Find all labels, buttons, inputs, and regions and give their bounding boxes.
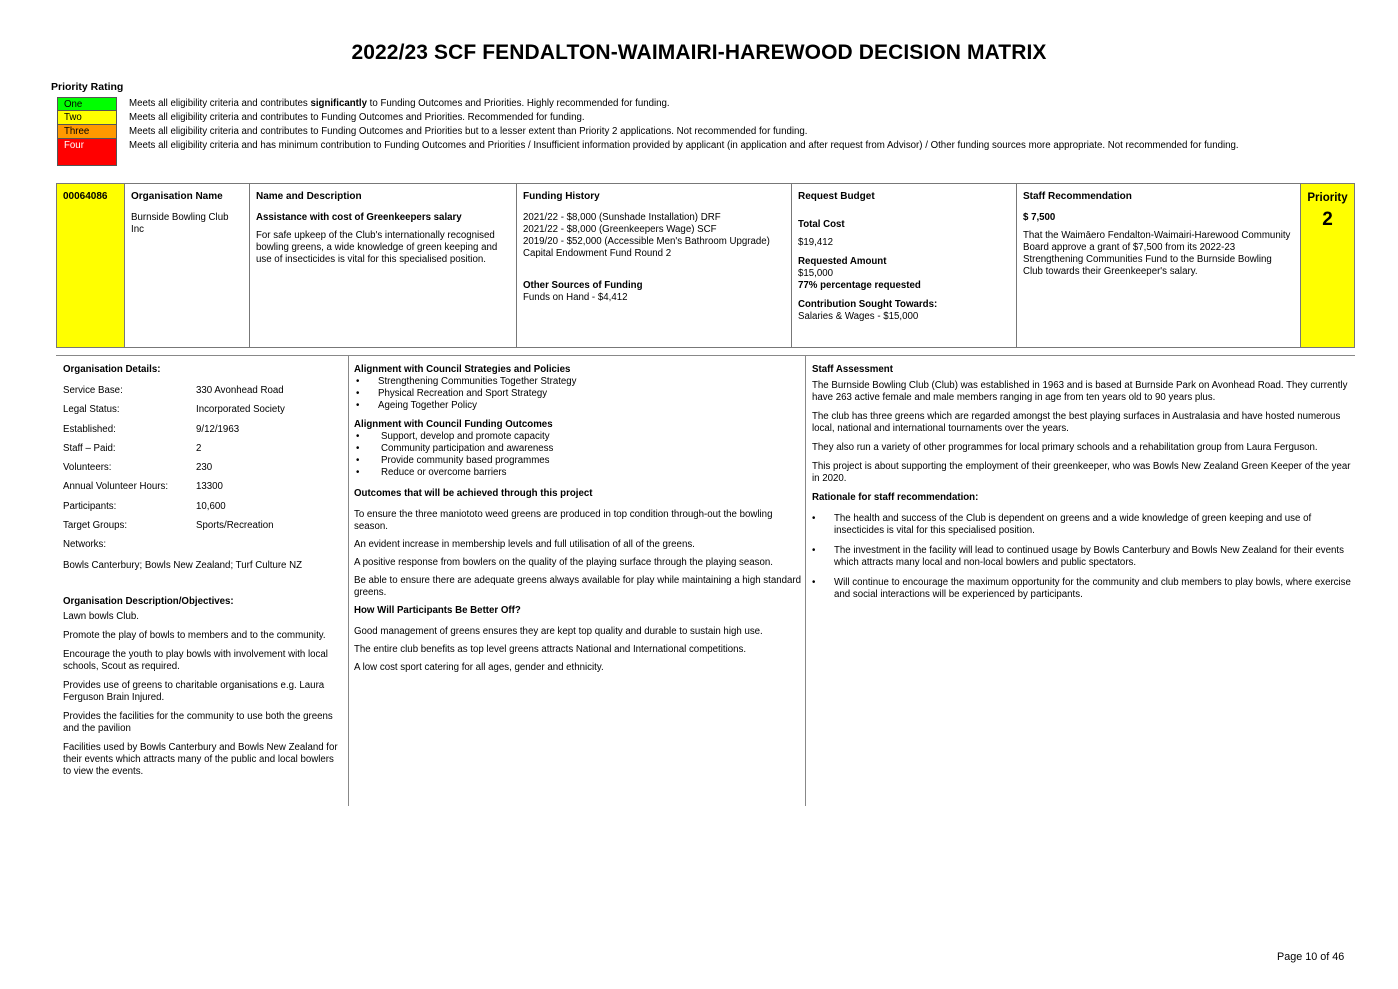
staff-assessment-paragraphs <box>812 380 1352 485</box>
priority-text: Meets all eligibility criteria and contributes to Funding Outcomes and Priorities but to a lesser extent than Priority 2 applications. Not recommended for funding. <box>129 126 808 137</box>
detail-value: 330 Avonhead Road <box>196 385 284 396</box>
organisation-details-list <box>63 385 343 559</box>
application-id: 00064086 <box>63 191 108 202</box>
staff-recommendation-text: That the Waimāero Fendalton-Waimairi-Harewood Community Board approve a grant of $7,500 from its 2022-23 Strengthening Communities Fund to the Burnside Bowling Club towards their Greenkeeper's salary. <box>1023 230 1291 277</box>
priority-rating-legend <box>57 97 1317 166</box>
detail-row <box>63 404 343 423</box>
organisation-name: Burnside Bowling Club Inc <box>131 212 229 235</box>
priority-swatch: Four <box>57 139 117 166</box>
detail-label: Service Base: <box>63 385 123 396</box>
priority-rating-row <box>57 139 1317 166</box>
detail-value: 9/12/1963 <box>196 423 240 435</box>
contribution-sought: Salaries & Wages - $15,000 <box>798 311 919 322</box>
better-off-heading: How Will Participants Be Better Off? <box>354 605 521 616</box>
rationale-item: • The investment in the facility will lead to continued usage by Bowls Canterbury and Bowls New Zealand for their events which attracts many local and non-local bowlers and public spectators. <box>812 545 1352 569</box>
assessment-paragraph: The club has three greens which are regarded amongst the best playing surfaces in Australasia and have hosted numerous local, national and international tournaments over the years. <box>812 411 1341 434</box>
detail-value: 10,600 <box>196 500 226 512</box>
project-description: For safe upkeep of the Club's internationally recognised bowling greens, a wide knowledge of green keeping and use of insecticides is vital for this specialised position. <box>256 230 498 265</box>
rationale-item: • Will continue to encourage the maximum opportunity for the community and club members to play bowls, where exercise and social interactions will be experienced by participants. <box>812 577 1352 601</box>
column-divider <box>805 356 806 806</box>
organisation-name-cell <box>124 184 249 347</box>
detail-label: Participants: <box>63 500 117 512</box>
assessment-paragraph: The Burnside Bowling Club (Club) was established in 1963 and is based at Burnside Park on Avonhead Road. They currently have 263 active female and male members ranging in age from ten years old to 90 years plus. <box>812 380 1348 403</box>
better-off-item: A low cost sport catering for all ages, gender and ethnicity. <box>354 662 604 673</box>
detail-section <box>56 355 1355 806</box>
achieved-outcome-item: A positive response from bowlers on the quality of the playing surface through the playing season. <box>354 557 773 568</box>
rationale-list <box>812 513 1352 601</box>
organisation-description-heading: Organisation Description/Objectives: <box>63 595 234 607</box>
strategies-heading: Alignment with Council Strategies and Policies <box>354 364 571 375</box>
priority-heading: Priority <box>1307 192 1348 204</box>
detail-label: Networks: <box>63 539 107 551</box>
funding-outcome-item: • Reduce or overcome barriers <box>356 467 801 479</box>
application-summary-table <box>56 183 1355 348</box>
detail-row <box>63 424 343 443</box>
request-budget-heading: Request Budget <box>798 191 875 202</box>
description-item: Facilities used by Bowls Canterbury and Bowls New Zealand for their events which attracts many of the public and local bowlers to view the events. <box>63 741 338 777</box>
detail-label: Staff – Paid: <box>63 442 116 454</box>
assessment-paragraph: They also run a variety of other programmes for local primary schools and a rehabilitation group from Laura Ferguson. <box>812 442 1318 453</box>
priority-rating-description <box>117 139 1309 152</box>
priority-text: Meets all eligibility criteria and contributes <box>129 98 311 109</box>
rationale-item: • The health and success of the Club is dependent on greens and a wide knowledge of green keeping and use of insecticides is vital for this specialised position. <box>812 513 1352 537</box>
detail-row <box>63 462 343 481</box>
detail-label: Target Groups: <box>63 520 128 532</box>
better-off-list <box>354 626 801 674</box>
detail-label: Volunteers: <box>63 462 112 474</box>
description-item: Promote the play of bowls to members and to the community. <box>63 629 326 641</box>
achieved-outcome-item: Be able to ensure there are adequate greens always available for play while maintaining a high standard greens. <box>354 575 801 598</box>
detail-value: 2 <box>196 442 202 454</box>
detail-label: Established: <box>63 423 116 435</box>
total-cost: $19,412 <box>798 237 834 248</box>
funding-outcome-item: • Provide community based programmes <box>356 455 801 467</box>
column-divider <box>348 356 349 806</box>
detail-row <box>63 385 343 404</box>
request-budget-cell <box>791 184 1016 347</box>
detail-row <box>63 520 343 539</box>
percentage-requested: 77% percentage requested <box>798 280 921 291</box>
description-item: Provides use of greens to charitable organisations e.g. Laura Ferguson Brain Injured. <box>63 679 325 703</box>
detail-row <box>63 501 343 520</box>
better-off-item: Good management of greens ensures they are kept top quality and durable to sustain high use. <box>354 626 763 637</box>
strategy-item: • Physical Recreation and Sport Strategy <box>356 388 801 400</box>
funding-outcomes-list <box>356 431 801 479</box>
priority-rating-description <box>117 111 585 124</box>
priority-rating-description <box>117 97 670 110</box>
alignment-section <box>354 364 801 680</box>
detail-row <box>63 539 343 558</box>
detail-value: Incorporated Society <box>196 404 285 416</box>
funding-outcome-item: • Support, develop and promote capacity <box>356 431 801 443</box>
requested-amount: $15,000 <box>798 268 834 279</box>
detail-row <box>63 443 343 462</box>
requested-amount-label: Requested Amount <box>798 256 887 267</box>
staff-assessment <box>812 364 1352 609</box>
description-item: Encourage the youth to play bowls with involvement with local schools, Scout as required. <box>63 648 328 672</box>
assessment-paragraph: This project is about supporting the employment of their greenkeeper, who was Bowls New Zealand Green Keeper of the year in 2020. <box>812 461 1351 484</box>
strategy-item: • Ageing Together Policy <box>356 400 801 412</box>
funding-history-item: 2019/20 - $52,000 (Accessible Men's Bathroom Upgrade) Capital Endowment Fund Round 2 <box>523 236 770 259</box>
page-title: 2022/23 SCF FENDALTON-WAIMAIRI-HAREWOOD DECISION MATRIX <box>351 41 1047 64</box>
achieved-outcome-item: An evident increase in membership levels and full utilisation of all of the greens. <box>354 539 695 550</box>
rationale-heading: Rationale for staff recommendation: <box>812 492 979 503</box>
contribution-sought-label: Contribution Sought Towards: <box>798 299 938 310</box>
priority-rating-row <box>57 111 1317 125</box>
other-sources: Funds on Hand - $4,412 <box>523 292 628 303</box>
achieved-outcomes-list <box>354 509 801 599</box>
funding-history-item: 2021/22 - $8,000 (Sunshade Installation) DRF <box>523 212 721 223</box>
recommended-amount: $ 7,500 <box>1023 212 1056 223</box>
other-sources-heading: Other Sources of Funding <box>523 280 643 291</box>
strategy-item: • Strengthening Communities Together Strategy <box>356 376 801 388</box>
funding-history-heading: Funding History <box>523 191 600 202</box>
better-off-item: The entire club benefits as top level greens attracts National and International competitions. <box>354 644 747 655</box>
name-description-heading: Name and Description <box>256 191 362 202</box>
staff-assessment-heading: Staff Assessment <box>812 364 893 375</box>
priority-text-bold: significantly <box>310 98 367 109</box>
detail-value: Sports/Recreation <box>196 520 274 532</box>
priority-cell <box>1300 184 1354 347</box>
detail-label: Legal Status: <box>63 404 120 416</box>
funding-history-item: 2021/22 - $8,000 (Greenkeepers Wage) SCF <box>523 224 717 235</box>
staff-recommendation-heading: Staff Recommendation <box>1023 191 1132 202</box>
organisation-description-first: Lawn bowls Club. <box>63 610 139 622</box>
detail-label: Annual Volunteer Hours: <box>63 481 169 493</box>
organisation-details <box>63 364 343 778</box>
description-item: Provides the facilities for the community to use both the greens and the pavilion <box>63 710 333 734</box>
organisation-name-heading: Organisation Name <box>131 191 223 202</box>
organisation-details-heading: Organisation Details: <box>63 364 161 375</box>
strategies-list <box>356 376 801 412</box>
name-description-cell <box>249 184 516 347</box>
priority-rating-row <box>57 97 1317 111</box>
page-number: Page 10 of 46 <box>1277 951 1345 963</box>
priority-swatch: Two <box>57 111 117 125</box>
priority-rating-description <box>117 125 807 138</box>
priority-swatch: One <box>57 97 117 111</box>
detail-value: 230 <box>196 462 213 474</box>
funding-history-list <box>523 212 785 260</box>
priority-text: Meets all eligibility criteria and has minimum contribution to Funding Outcomes and Priorities / Insufficient information provided by applicant (in application and after request from Advisor) / Other funding sources more appropriate. Not recommended for funding. <box>129 140 1239 151</box>
priority-swatch: Three <box>57 125 117 139</box>
organisation-description-list <box>63 630 343 778</box>
achieved-outcome-item: To ensure the three maniototo weed greens are produced in top condition through-out the bowling season. <box>354 509 773 532</box>
total-cost-label: Total Cost <box>798 219 845 230</box>
achieved-outcomes-heading: Outcomes that will be achieved through this project <box>354 488 593 499</box>
detail-value: 13300 <box>196 481 223 493</box>
funding-outcomes-heading: Alignment with Council Funding Outcomes <box>354 419 553 430</box>
priority-text: Meets all eligibility criteria and contributes to Funding Outcomes and Priorities. Recommended for funding. <box>129 112 585 123</box>
networks-value: Bowls Canterbury; Bowls New Zealand; Turf Culture NZ <box>63 559 303 571</box>
funding-outcome-item: • Community participation and awareness <box>356 443 801 455</box>
detail-row <box>63 481 343 500</box>
application-id-cell <box>57 184 124 347</box>
priority-value: 2 <box>1322 209 1333 230</box>
staff-recommendation-cell <box>1016 184 1300 347</box>
priority-rating-heading: Priority Rating <box>51 81 124 93</box>
priority-text: to Funding Outcomes and Priorities. Highly recommended for funding. <box>366 98 670 109</box>
project-name: Assistance with cost of Greenkeepers salary <box>256 212 462 223</box>
priority-rating-row <box>57 125 1317 139</box>
funding-history-cell <box>516 184 791 347</box>
